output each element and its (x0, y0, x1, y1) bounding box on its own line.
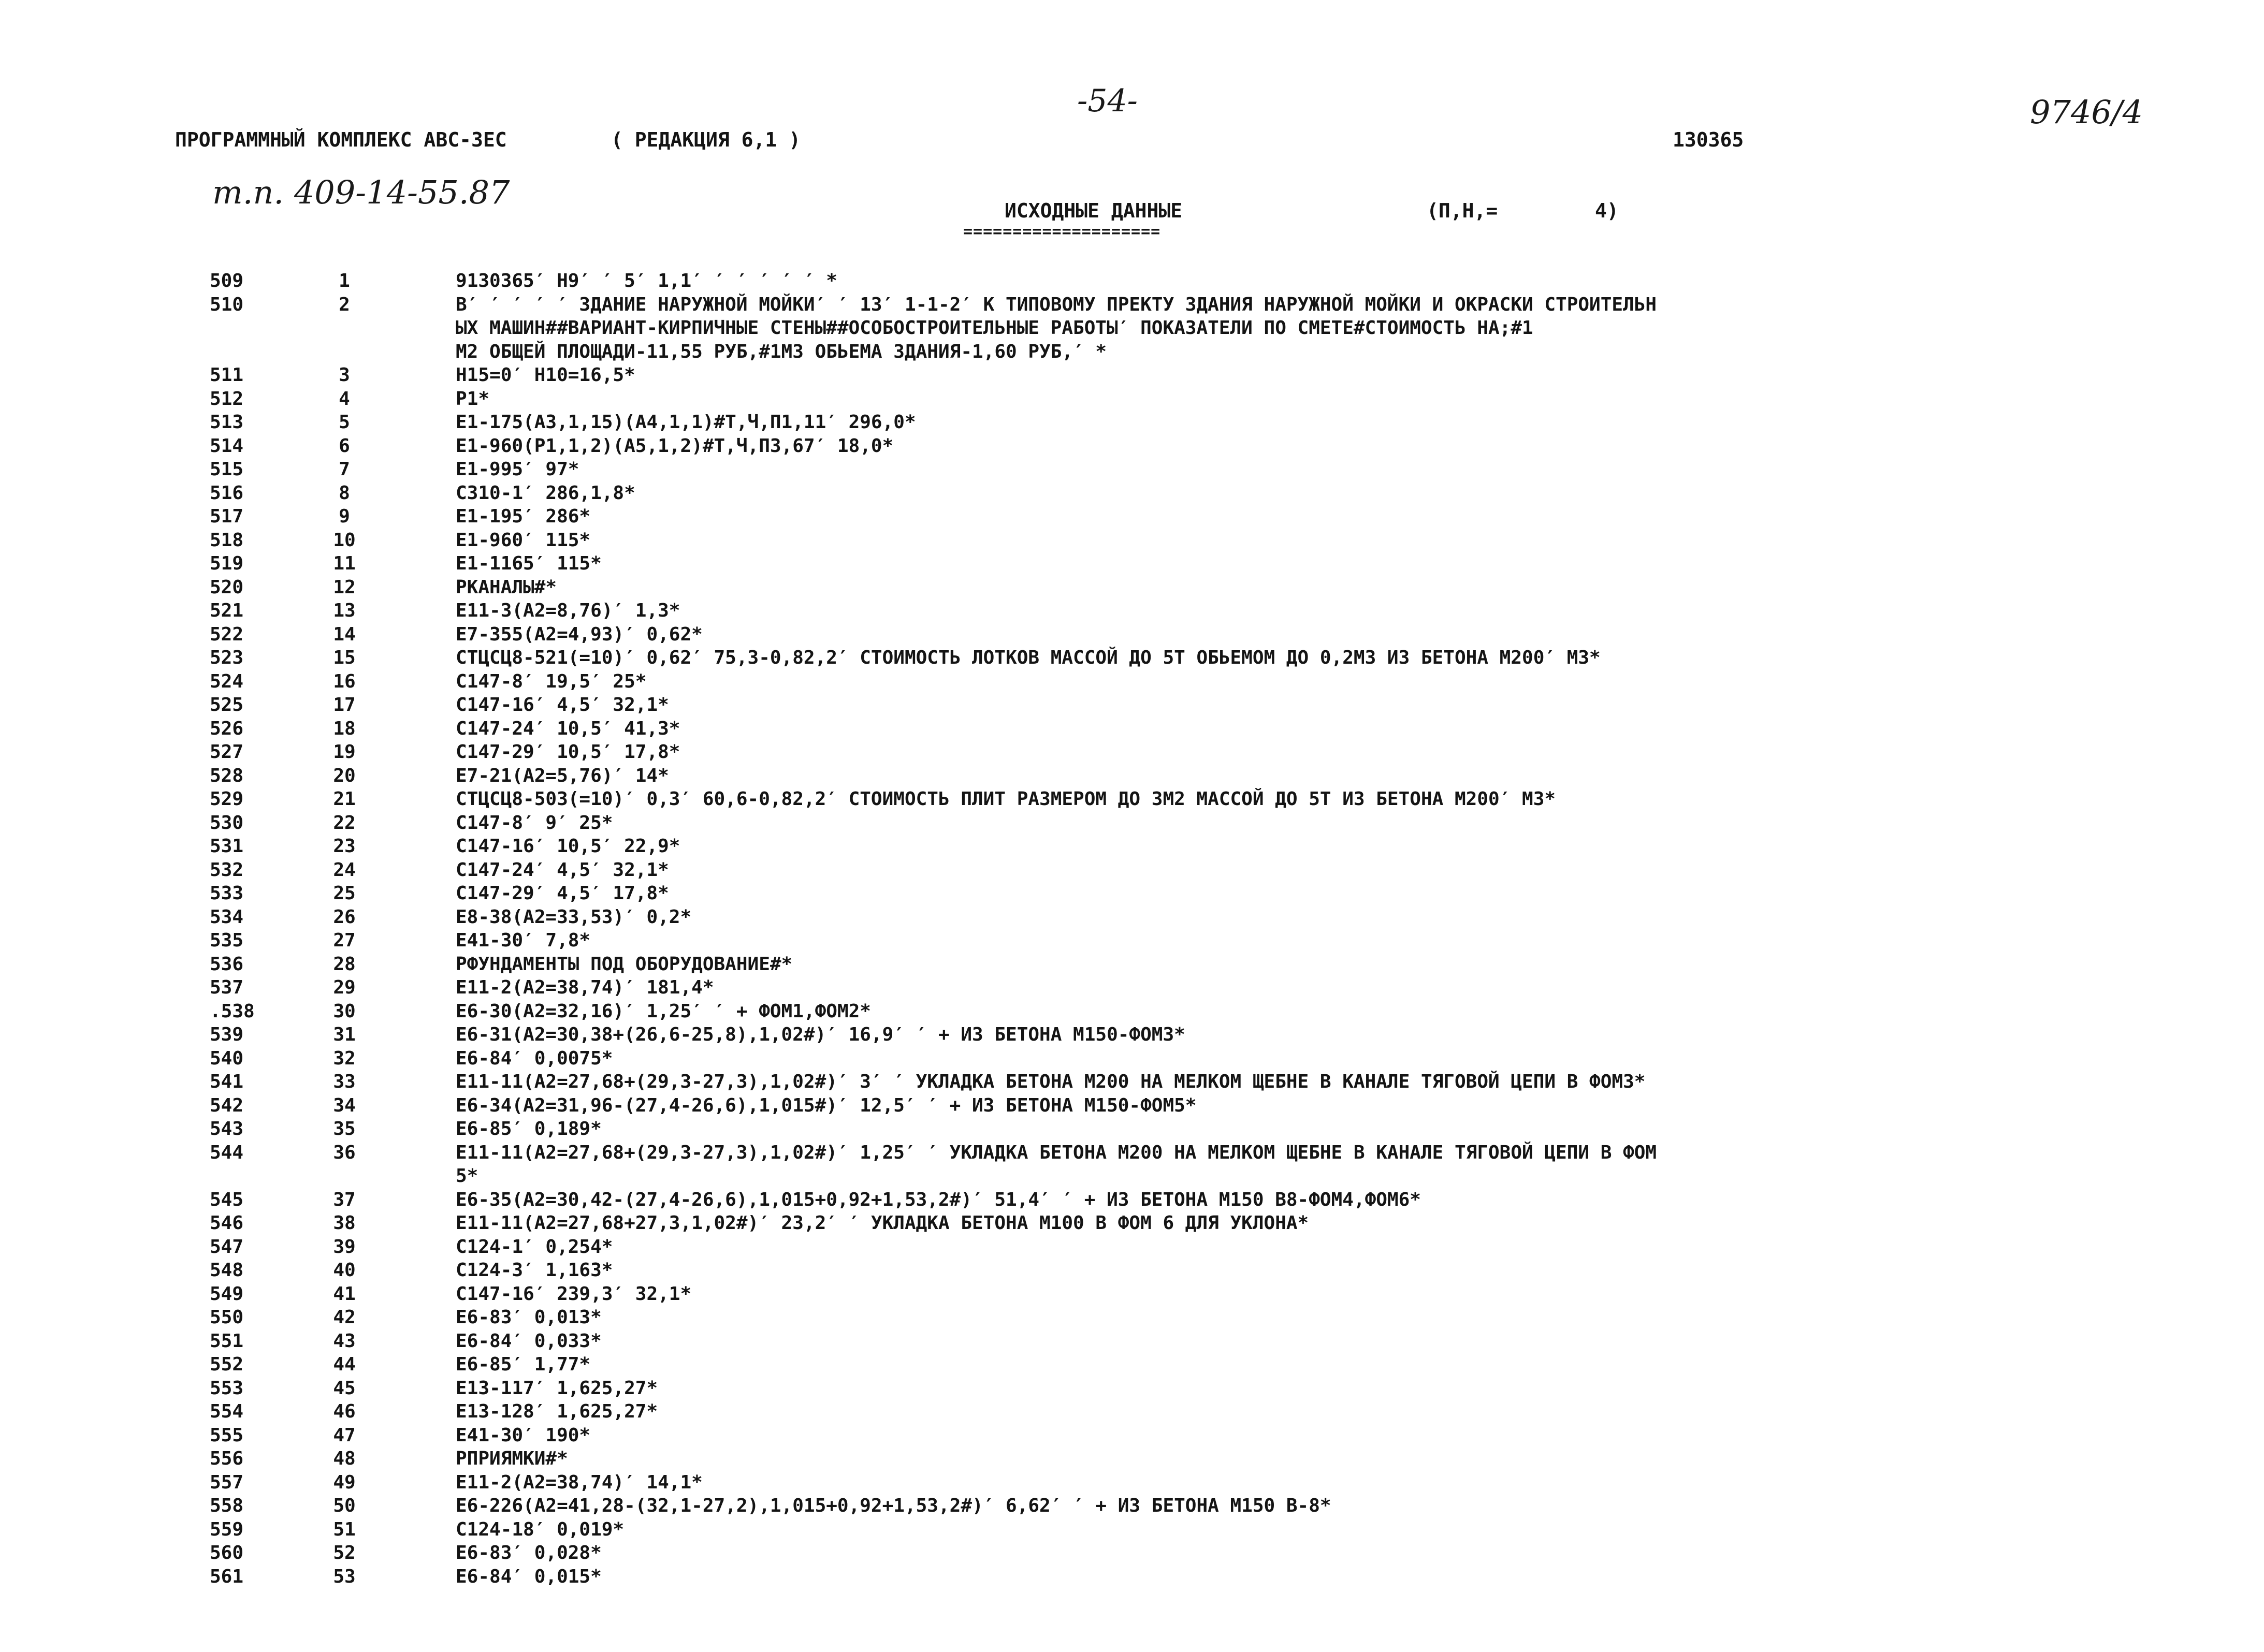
record-text: С310-1′ 286,1,8* (456, 482, 635, 504)
record-text: СТЦСЦ8-503(=10)′ 0,3′ 60,6-0,82,2′ СТОИМОСТЬ ПЛИТ РАЗМЕРОМ ДО 3М2 МАССОЙ ДО 5Т ИЗ БЕТОНА М200′ М3* (456, 788, 1556, 810)
section-title: ИСХОДНЫЕ ДАННЫЕ (1005, 199, 1183, 222)
params-value: 4) (1595, 199, 1619, 222)
listing-row (0, 693, 2264, 717)
listing-row (0, 269, 2264, 293)
listing-row (0, 1282, 2264, 1306)
record-index: 10 (333, 529, 356, 551)
program-title: ПРОГРАММНЫЙ КОМПЛЕКС АВС-3ЕС (175, 128, 507, 151)
record-index: 28 (333, 953, 356, 975)
listing-row (0, 623, 2264, 647)
record-index: 24 (333, 859, 356, 881)
record-text: Е1-960(Р1,1,2)(А5,1,2)#Т,Ч,П3,67′ 18,0* (456, 435, 894, 457)
record-index: 46 (333, 1401, 356, 1422)
record-text: Е13-128′ 1,625,27* (456, 1401, 658, 1422)
line-number: 555 (210, 1424, 244, 1446)
line-number: 511 (210, 364, 244, 386)
record-index: 5 (339, 412, 350, 433)
record-index: 15 (333, 647, 356, 668)
line-number: 533 (210, 883, 244, 904)
record-index: 52 (333, 1542, 356, 1563)
line-number: 558 (210, 1495, 244, 1516)
record-index: 29 (333, 977, 356, 998)
record-text: РФУНДАМЕНТЫ ПОД ОБОРУДОВАНИЕ#* (456, 953, 793, 975)
record-text: Е8-38(А2=33,53)′ 0,2* (456, 906, 692, 928)
listing-row (0, 1094, 2264, 1118)
record-index: 37 (333, 1189, 356, 1210)
listing-row (0, 953, 2264, 976)
listing-row (0, 1000, 2264, 1024)
record-text: Е1-195′ 286* (456, 506, 591, 527)
record-index: 44 (333, 1354, 356, 1375)
line-number: 525 (210, 694, 244, 715)
record-index: 40 (333, 1260, 356, 1281)
listing-row (0, 293, 2264, 364)
record-index: 26 (333, 906, 356, 928)
record-index: 13 (333, 600, 356, 621)
record-text: Е6-84′ 0,015* (456, 1566, 602, 1587)
record-index: 47 (333, 1424, 356, 1446)
listing-row (0, 387, 2264, 411)
listing-row (0, 1471, 2264, 1495)
listing-row (0, 882, 2264, 905)
project-code: т.п. 409-14-55.87 (212, 173, 510, 211)
job-id: 130365 (1673, 128, 1744, 151)
record-text: Е13-117′ 1,625,27* (456, 1377, 658, 1399)
record-index: 33 (333, 1071, 356, 1092)
record-index: 20 (333, 765, 356, 786)
record-text: Е6-34(А2=31,96-(27,4-26,6),1,015#)′ 12,5′ ′ + ИЗ БЕТОНА М150-ФОМ5* (456, 1094, 1197, 1116)
record-index: 25 (333, 883, 356, 904)
line-number: 557 (210, 1471, 244, 1493)
line-number: 552 (210, 1354, 244, 1375)
record-index: 41 (333, 1283, 356, 1305)
line-number: 518 (210, 529, 244, 551)
listing-row (0, 1117, 2264, 1141)
record-index: 32 (333, 1047, 356, 1069)
record-index: 48 (333, 1448, 356, 1469)
record-index: 3 (339, 364, 350, 386)
record-index: 8 (339, 482, 350, 504)
listing-row (0, 1211, 2264, 1235)
listing-row (0, 1377, 2264, 1400)
record-text: Е6-30(А2=32,16)′ 1,25′ ′ + ФОМ1,ФОМ2* (456, 1000, 871, 1022)
line-number: 512 (210, 388, 244, 410)
record-text: Е1-995′ 97* (456, 459, 579, 480)
record-text: С124-1′ 0,254* (456, 1236, 613, 1258)
record-text: Р1* (456, 388, 490, 410)
line-number: 530 (210, 812, 244, 834)
record-text: Е41-30′ 190* (456, 1424, 591, 1446)
line-number: 527 (210, 741, 244, 763)
record-index: 1 (339, 270, 350, 291)
record-index: 14 (333, 623, 356, 645)
record-text: В′ ′ ′ ′ ′ ЗДАНИЕ НАРУЖНОЙ МОЙКИ′ ′ 13′ 1-1-2′ К ТИПОВОМУ ПРЕКТУ ЗДАНИЯ НАРУЖНОЙ МОЙКИ И ОКРАСКИ СТРОИТЕЛЬН ЫХ МАШИН##ВАРИАНТ-КИРПИЧНЫЕ СТЕНЫ##ОСОБОСТРОИТЕЛЬНЫЕ РАБОТЫ′ ПОКАЗАТЕЛИ ПО СМЕТЕ#СТОИМОСТЬ НА;#1 М2 ОБЩЕЙ ПЛОЩАДИ-11,55 РУБ,#1М3 ОБЬЕМА ЗДАНИЯ-1,60 РУБ,′ * (456, 294, 1657, 362)
line-number: 522 (210, 623, 244, 645)
record-text: Е1-175(А3,1,15)(А4,1,1)#Т,Ч,П1,11′ 296,0* (456, 412, 916, 433)
line-number: 519 (210, 553, 244, 574)
line-number: 529 (210, 788, 244, 810)
line-number: 550 (210, 1307, 244, 1328)
listing-row (0, 858, 2264, 882)
record-text: С124-18′ 0,019* (456, 1518, 625, 1540)
line-number: 551 (210, 1330, 244, 1352)
line-number: 535 (210, 930, 244, 951)
record-index: 19 (333, 741, 356, 763)
line-number: 560 (210, 1542, 244, 1563)
listing-row (0, 717, 2264, 741)
record-index: 7 (339, 459, 350, 480)
record-index: 6 (339, 435, 350, 457)
line-number: 542 (210, 1094, 244, 1116)
record-index: 30 (333, 1000, 356, 1022)
line-number: 556 (210, 1448, 244, 1469)
record-index: 4 (339, 388, 350, 410)
line-number: 554 (210, 1401, 244, 1422)
line-number: 541 (210, 1071, 244, 1092)
record-index: 42 (333, 1307, 356, 1328)
listing-row (0, 1424, 2264, 1448)
record-index: 23 (333, 836, 356, 857)
record-text: Е7-355(А2=4,93)′ 0,62* (456, 623, 703, 645)
record-index: 11 (333, 553, 356, 574)
record-index: 39 (333, 1236, 356, 1258)
page-number: -54- (1077, 83, 1138, 119)
line-number: .538 (210, 1000, 255, 1022)
record-text: Н15=0′ Н10=16,5* (456, 364, 635, 386)
line-number: 559 (210, 1518, 244, 1540)
record-index: 17 (333, 694, 356, 715)
record-text: Е1-960′ 115* (456, 529, 591, 551)
listing-row (0, 670, 2264, 694)
line-number: 520 (210, 576, 244, 598)
record-text: Е41-30′ 7,8* (456, 930, 591, 951)
record-text: С147-16′ 10,5′ 22,9* (456, 836, 680, 857)
record-index: 9 (339, 506, 350, 527)
section-underline: ==================== (963, 223, 1161, 241)
record-text: РКАНАЛЫ#* (456, 576, 557, 598)
line-number: 524 (210, 670, 244, 692)
record-text: С124-3′ 1,163* (456, 1260, 613, 1281)
record-index: 51 (333, 1518, 356, 1540)
record-text: С147-8′ 19,5′ 25* (456, 670, 647, 692)
record-text: 9130365′ Н9′ ′ 5′ 1,1′ ′ ′ ′ ′ ′ * (456, 270, 837, 291)
line-number: 514 (210, 435, 244, 457)
listing-row (0, 458, 2264, 481)
line-number: 523 (210, 647, 244, 668)
line-number: 547 (210, 1236, 244, 1258)
record-index: 34 (333, 1094, 356, 1116)
line-number: 526 (210, 718, 244, 739)
listing-row (0, 363, 2264, 387)
line-number: 540 (210, 1047, 244, 1069)
line-number: 516 (210, 482, 244, 504)
listing-row (0, 764, 2264, 788)
archive-number: 9746/4 (2030, 93, 2143, 131)
listing-row (0, 1259, 2264, 1282)
listing-row (0, 481, 2264, 505)
record-text: Е11-11(А2=27,68+27,3,1,02#)′ 23,2′ ′ УКЛАДКА БЕТОНА М100 В ФОМ 6 ДЛЯ УКЛОНА* (456, 1212, 1309, 1234)
record-text: С147-16′ 239,3′ 32,1* (456, 1283, 692, 1305)
listing-row (0, 1023, 2264, 1047)
line-number: 509 (210, 270, 244, 291)
record-text: Е11-11(А2=27,68+(29,3-27,3),1,02#)′ 3′ ′ УКЛАДКА БЕТОНА М200 НА МЕЛКОМ ЩЕБНЕ В КАНАЛЕ ТЯГОВОЙ ЦЕПИ В ФОМ3* (456, 1071, 1646, 1092)
record-text: С147-8′ 9′ 25* (456, 812, 613, 834)
line-number: 528 (210, 765, 244, 786)
line-number: 544 (210, 1142, 244, 1163)
record-index: 45 (333, 1377, 356, 1399)
record-text: С147-24′ 10,5′ 41,3* (456, 718, 680, 739)
line-number: 543 (210, 1118, 244, 1139)
line-number: 521 (210, 600, 244, 621)
listing-row (0, 929, 2264, 953)
listing-row (0, 529, 2264, 552)
listing-row (0, 434, 2264, 458)
listing-row (0, 1070, 2264, 1094)
listing-row (0, 505, 2264, 529)
edition-label: ( РЕДАКЦИЯ 6,1 ) (611, 128, 801, 151)
record-text: Е1-1165′ 115* (456, 553, 602, 574)
record-index: 27 (333, 930, 356, 951)
record-text: Е6-84′ 0,033* (456, 1330, 602, 1352)
record-text: Е6-226(А2=41,28-(32,1-27,2),1,015+0,92+1,53,2#)′ 6,62′ ′ + ИЗ БЕТОНА М150 В-8* (456, 1495, 1331, 1516)
listing-row (0, 976, 2264, 1000)
record-text: Е6-83′ 0,013* (456, 1307, 602, 1328)
record-text: Е11-11(А2=27,68+(29,3-27,3),1,02#)′ 1,25′ ′ УКЛАДКА БЕТОНА М200 НА МЕЛКОМ ЩЕБНЕ В КАНАЛЕ ТЯГОВОЙ ЦЕПИ В ФОМ 5* (456, 1142, 1657, 1187)
input-data-listing (0, 269, 2264, 1588)
record-index: 35 (333, 1118, 356, 1139)
record-index: 38 (333, 1212, 356, 1234)
line-number: 517 (210, 506, 244, 527)
record-index: 53 (333, 1566, 356, 1587)
listing-row (0, 599, 2264, 623)
line-number: 561 (210, 1566, 244, 1587)
line-number: 534 (210, 906, 244, 928)
listing-row (0, 1141, 2264, 1188)
listing-row (0, 552, 2264, 576)
record-text: СТЦСЦ8-521(=10)′ 0,62′ 75,3-0,82,2′ СТОИМОСТЬ ЛОТКОВ МАССОЙ ДО 5Т ОБЬЕМОМ ДО 0,2М3 ИЗ БЕТОНА М200′ М3* (456, 647, 1601, 668)
line-number: 510 (210, 294, 244, 315)
listing-row (0, 1518, 2264, 1542)
listing-row (0, 787, 2264, 811)
listing-row (0, 1306, 2264, 1329)
line-number: 549 (210, 1283, 244, 1305)
record-text: С147-29′ 10,5′ 17,8* (456, 741, 680, 763)
record-text: Е7-21(А2=5,76)′ 14* (456, 765, 669, 786)
listing-row (0, 905, 2264, 929)
record-index: 2 (339, 294, 350, 315)
line-number: 537 (210, 977, 244, 998)
line-number: 532 (210, 859, 244, 881)
record-index: 31 (333, 1024, 356, 1045)
record-text: Е6-35(А2=30,42-(27,4-26,6),1,015+0,92+1,53,2#)′ 51,4′ ′ + ИЗ БЕТОНА М150 В8-ФОМ4,ФОМ6* (456, 1189, 1421, 1210)
line-number: 548 (210, 1260, 244, 1281)
line-number: 531 (210, 836, 244, 857)
record-text: Е6-85′ 1,77* (456, 1354, 591, 1375)
record-index: 12 (333, 576, 356, 598)
line-number: 553 (210, 1377, 244, 1399)
listing-row (0, 411, 2264, 434)
listing-row (0, 1447, 2264, 1471)
listing-row (0, 1400, 2264, 1424)
record-text: РПРИЯМКИ#* (456, 1448, 568, 1469)
listing-row (0, 1235, 2264, 1259)
record-text: С147-29′ 4,5′ 17,8* (456, 883, 669, 904)
line-number: 546 (210, 1212, 244, 1234)
listing-row (0, 1329, 2264, 1353)
params-label: (П,Н,= (1427, 199, 1498, 222)
line-number: 545 (210, 1189, 244, 1210)
record-text: Е11-2(А2=38,74)′ 181,4* (456, 977, 714, 998)
listing-row (0, 646, 2264, 670)
line-number: 539 (210, 1024, 244, 1045)
record-index: 21 (333, 788, 356, 810)
listing-row (0, 1565, 2264, 1589)
record-text: Е6-83′ 0,028* (456, 1542, 602, 1563)
listing-row (0, 1541, 2264, 1565)
line-number: 513 (210, 412, 244, 433)
record-text: Е11-2(А2=38,74)′ 14,1* (456, 1471, 703, 1493)
listing-row (0, 1047, 2264, 1071)
record-text: С147-16′ 4,5′ 32,1* (456, 694, 669, 715)
listing-row (0, 576, 2264, 600)
record-index: 36 (333, 1142, 356, 1163)
line-number: 536 (210, 953, 244, 975)
record-index: 16 (333, 670, 356, 692)
record-index: 50 (333, 1495, 356, 1516)
listing-row (0, 740, 2264, 764)
record-index: 49 (333, 1471, 356, 1493)
record-text: Е11-3(А2=8,76)′ 1,3* (456, 600, 680, 621)
listing-row (0, 1494, 2264, 1518)
record-index: 22 (333, 812, 356, 834)
listing-row (0, 835, 2264, 858)
record-text: С147-24′ 4,5′ 32,1* (456, 859, 669, 881)
listing-row (0, 1188, 2264, 1212)
record-text: Е6-84′ 0,0075* (456, 1047, 613, 1069)
listing-row (0, 811, 2264, 835)
record-index: 18 (333, 718, 356, 739)
record-index: 43 (333, 1330, 356, 1352)
line-number: 515 (210, 459, 244, 480)
listing-row (0, 1353, 2264, 1377)
record-text: Е6-85′ 0,189* (456, 1118, 602, 1139)
record-text: Е6-31(А2=30,38+(26,6-25,8),1,02#)′ 16,9′ ′ + ИЗ БЕТОНА М150-ФОМ3* (456, 1024, 1185, 1045)
